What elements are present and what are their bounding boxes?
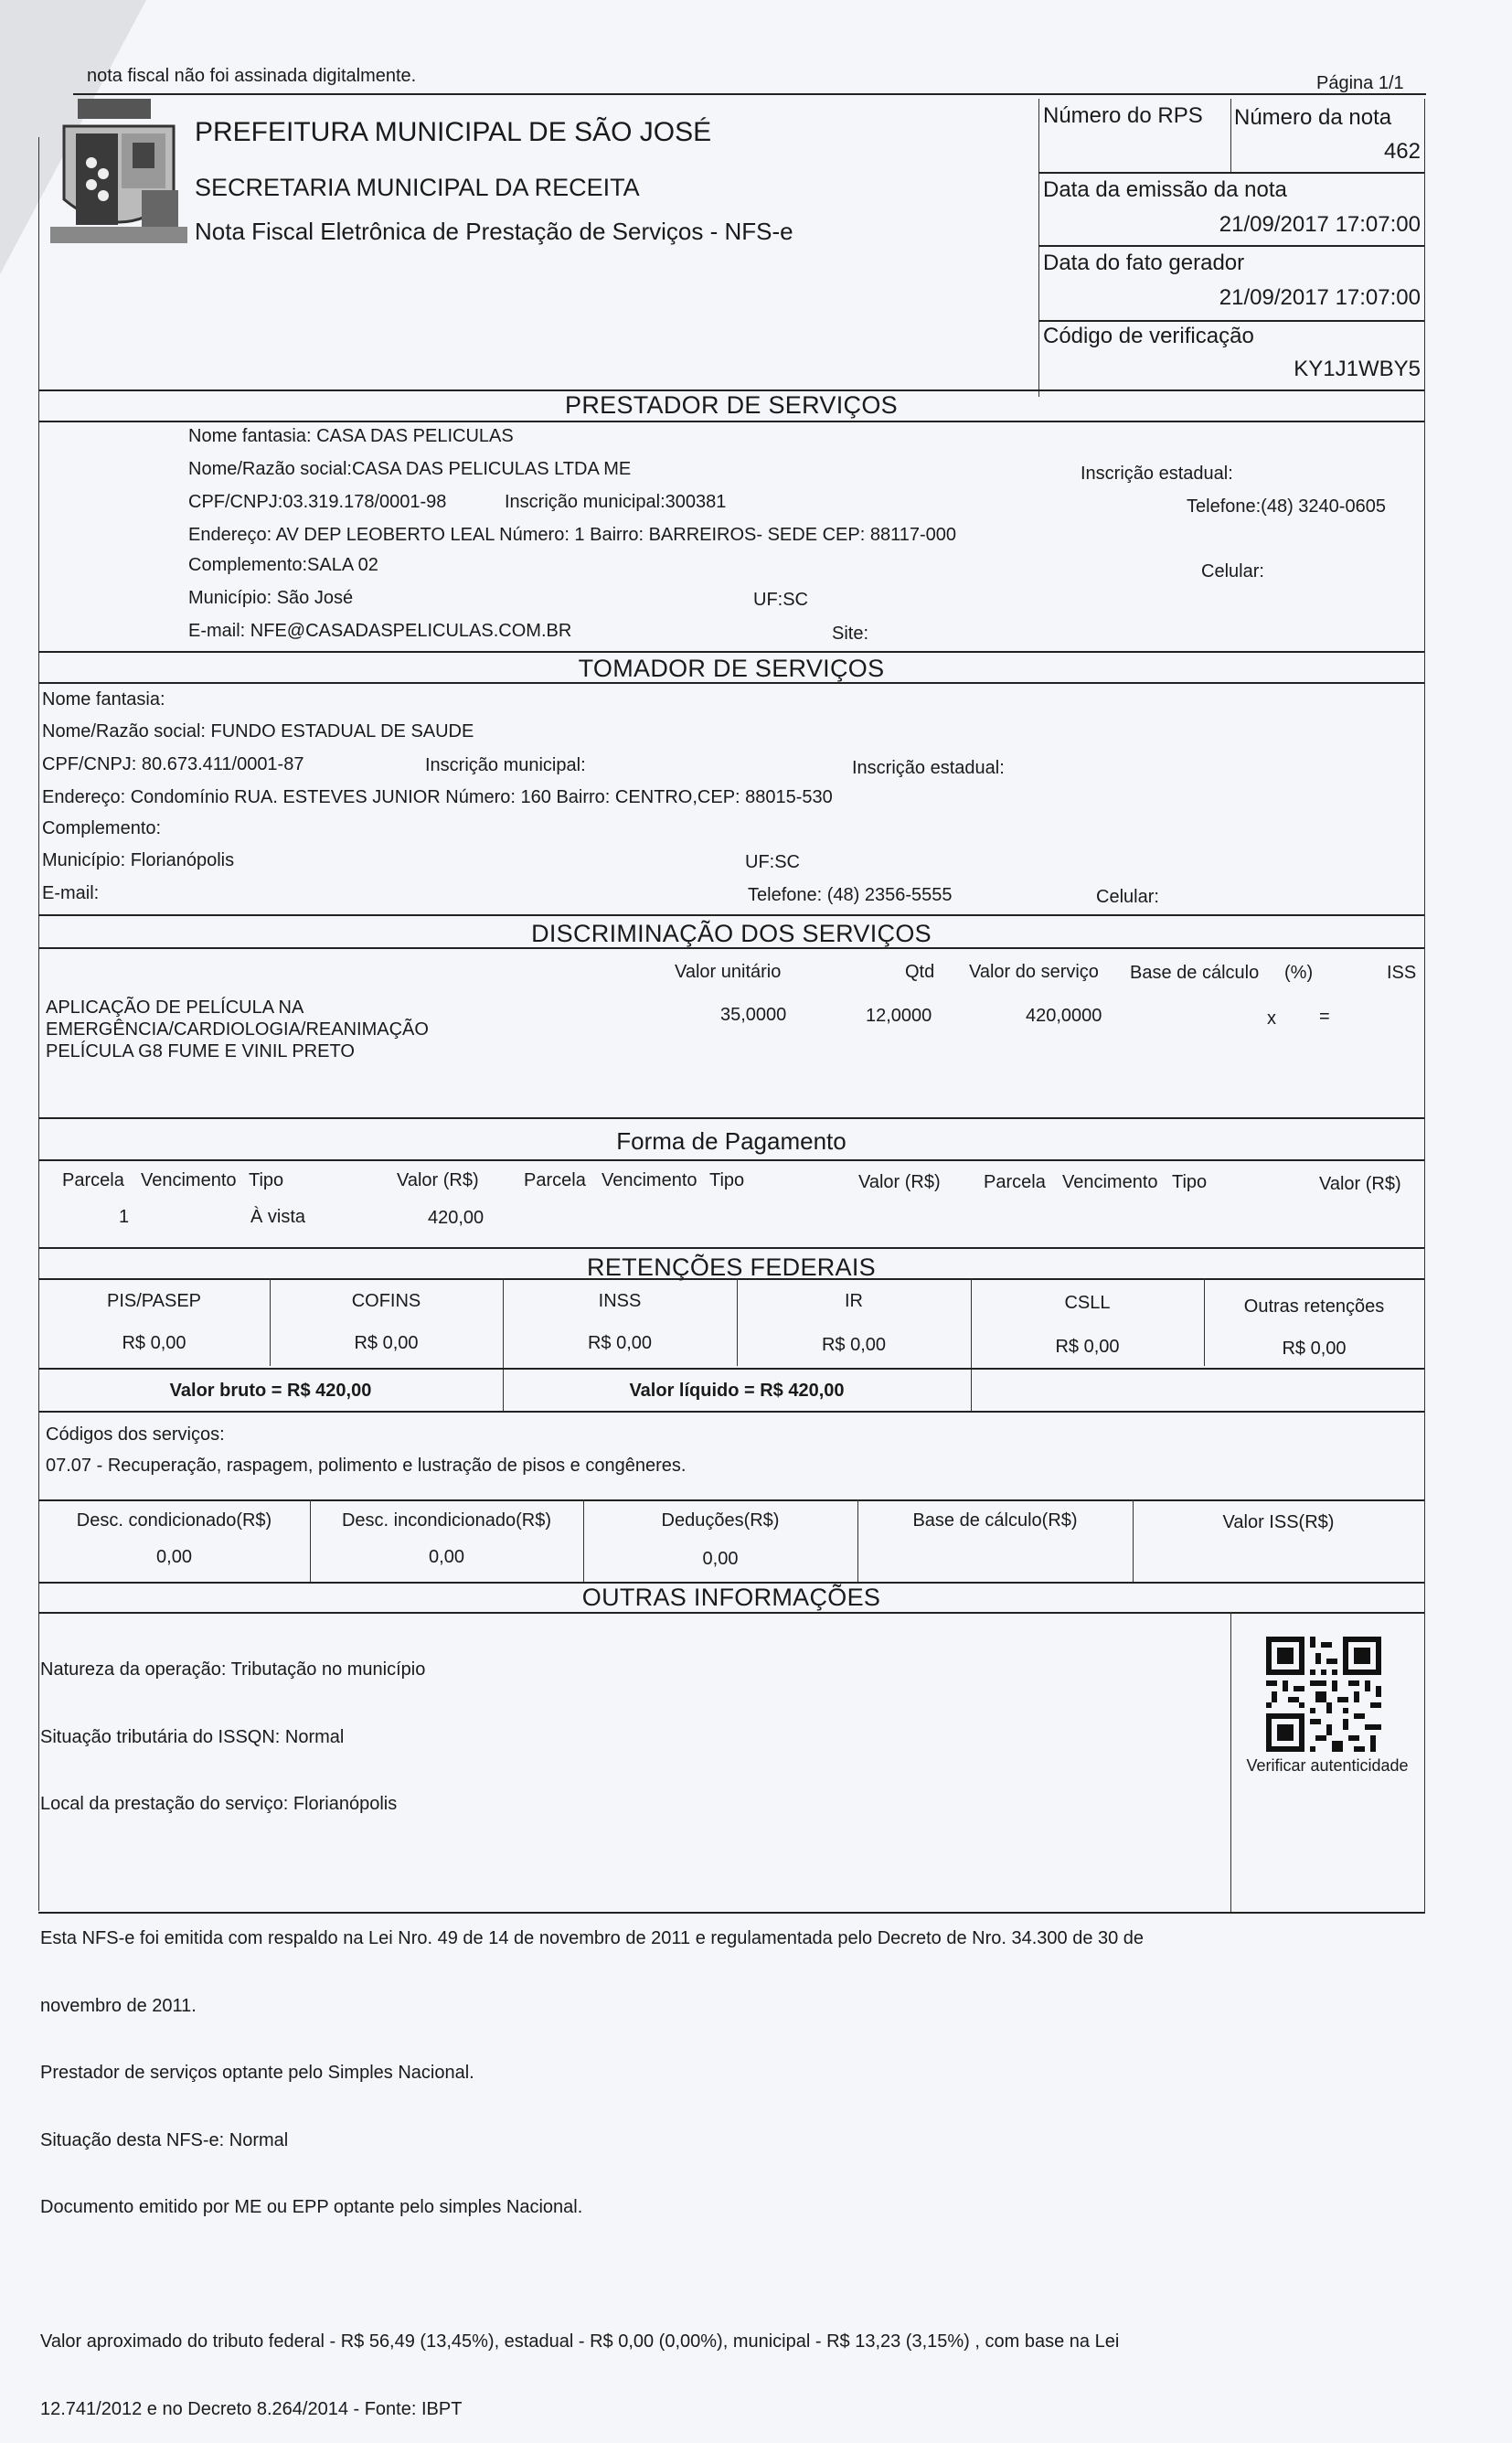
tomador-cnpj: CPF/CNPJ: 80.673.411/0001-87 — [42, 754, 304, 774]
col-iss: ISS — [1387, 963, 1417, 983]
outras-line: Documento emitido por ME ou EPP optante pelo simples Nacional. — [40, 2197, 583, 2217]
page-number: Página 1/1 — [1316, 73, 1404, 93]
fato-label: Data do fato gerador — [1043, 251, 1245, 275]
codigo-value: KY1J1WBY5 — [1294, 357, 1421, 381]
prestador-section-title: PRESTADOR DE SERVIÇOS — [565, 391, 898, 419]
prestador-inscricao-estadual: Inscrição estadual: — [1081, 464, 1233, 484]
pag-row-valor: 420,00 — [428, 1208, 484, 1228]
pag-row-tipo: À vista — [250, 1207, 306, 1227]
tomador-endereco: Endereço: Condomínio RUA. ESTEVES JUNIOR Número: 160 Bairro: CENTRO,CEP: 88015-530 — [42, 787, 833, 807]
coat-of-arms-logo — [50, 99, 187, 250]
tomador-nome-fantasia: Nome fantasia: — [42, 689, 165, 709]
header-rule-2 — [1038, 245, 1424, 247]
header-rule-3 — [1038, 320, 1424, 322]
outras-line — [40, 2264, 1144, 2287]
ded-value-incondicionado: 0,00 — [429, 1547, 464, 1567]
deducoes-top-rule — [38, 1499, 1424, 1501]
secretaria-title: SECRETARIA MUNICIPAL DA RECEITA — [195, 174, 640, 201]
pag-col-tipo-3: Tipo — [1172, 1172, 1208, 1192]
prestador-endereco: Endereço: AV DEP LEOBERTO LEAL Número: 1 Bairro: BARREIROS- SEDE CEP: 88117-000 — [188, 525, 957, 545]
outras-line — [40, 1861, 1144, 1883]
outras-line: Esta NFS-e foi emitida com respaldo na Lei Nro. 49 de 14 de novembro de 2011 e regulamentada pelo Decreto de Nro. 34.300 de 30 de — [40, 1928, 1145, 1948]
ded-label-base: Base de cálculo(R$) — [912, 1510, 1078, 1531]
prestador-razao-social: Nome/Razão social:CASA DAS PELICULAS LTDA ME — [188, 459, 632, 479]
prefeitura-title: PREFEITURA MUNICIPAL DE SÃO JOSÉ — [195, 117, 712, 147]
ret-value-outras: R$ 0,00 — [1282, 1339, 1347, 1359]
valor-liquido: Valor líquido = R$ 420,00 — [629, 1381, 845, 1401]
pagamento-section-title: Forma de Pagamento — [616, 1127, 847, 1155]
ded-label-deducoes: Deduções(R$) — [661, 1510, 780, 1531]
emissao-label: Data da emissão da nota — [1043, 177, 1287, 202]
nota-value: 462 — [1383, 139, 1421, 164]
outras-line: Natureza da operação: Tributação no município — [40, 1659, 426, 1680]
service-desc-line-2: EMERGÊNCIA/CARDIOLOGIA/REANIMAÇÃO — [46, 1019, 429, 1040]
ret-label-ir: IR — [845, 1291, 863, 1311]
top-rule — [73, 93, 1426, 95]
tomador-complemento: Complemento: — [42, 818, 162, 838]
valor-servico-value: 420,0000 — [1026, 1006, 1102, 1026]
prestador-nome-fantasia: Nome fantasia: CASA DAS PELICULAS — [188, 426, 514, 446]
outras-line: novembro de 2011. — [40, 1995, 197, 2016]
outras-line: Situação desta NFS-e: Normal — [40, 2129, 289, 2150]
servicos-section-title: DISCRIMINAÇÃO DOS SERVIÇOS — [531, 920, 932, 947]
x-symbol: x — [1267, 1008, 1276, 1029]
ded-value-condicionado: 0,00 — [156, 1547, 192, 1567]
col-base-calculo: Base de cálculo — [1130, 963, 1260, 983]
tomador-telefone: Telefone: (48) 2356-5555 — [748, 885, 953, 905]
ret-value-inss: R$ 0,00 — [587, 1333, 653, 1353]
prestador-celular: Celular: — [1201, 561, 1264, 581]
tomador-inscricao-municipal: Inscrição municipal: — [425, 755, 586, 775]
tomador-inscricao-estadual: Inscrição estadual: — [852, 758, 1005, 778]
pagamento-top-rule — [38, 1117, 1424, 1119]
col-valor-unitario: Valor unitário — [675, 962, 782, 982]
signature-notice: nota fiscal não foi assinada digitalmente. — [87, 66, 417, 86]
bottom-rule — [38, 1912, 1424, 1914]
valor-unitario-value: 35,0000 — [720, 1005, 787, 1025]
codigo-label: Código de verificação — [1043, 324, 1254, 348]
service-desc-line-1: APLICAÇÃO DE PELÍCULA NA — [46, 997, 304, 1018]
retencoes-title-rule — [38, 1278, 1424, 1280]
col-valor-servico: Valor do serviço — [969, 962, 1099, 982]
rps-divider — [1230, 99, 1231, 172]
tomador-celular: Celular: — [1096, 887, 1159, 907]
ded-label-iss: Valor ISS(R$) — [1222, 1512, 1335, 1532]
valor-bruto: Valor bruto = R$ 420,00 — [169, 1381, 372, 1401]
ret-value-pis: R$ 0,00 — [122, 1333, 186, 1353]
pag-row-parcela: 1 — [119, 1207, 130, 1227]
rps-label: Número do RPS — [1043, 103, 1203, 128]
ded-label-condicionado: Desc. condicionado(R$) — [76, 1510, 272, 1531]
pag-col-vencimento-1: Vencimento — [141, 1170, 237, 1190]
pag-col-valor-3: Valor (R$) — [1319, 1174, 1401, 1194]
outras-line: Valor aproximado do tributo federal - R$ 56,49 (13,45%), estadual - R$ 0,00 (0,00%), municipal - R$ 13,23 (3,15%) , com base na Lei — [40, 2331, 1120, 2352]
ret-label-csll: CSLL — [1064, 1293, 1111, 1313]
ded-value-deducoes: 0,00 — [702, 1549, 739, 1569]
qr-code-icon[interactable] — [1266, 1637, 1381, 1752]
outras-text-block — [40, 1614, 1144, 2443]
fato-value: 21/09/2017 17:07:00 — [1219, 285, 1421, 310]
prestador-telefone: Telefone:(48) 3240-0605 — [1187, 496, 1386, 517]
retencoes-section-title: RETENÇÕES FEDERAIS — [587, 1254, 876, 1281]
ret-value-ir: R$ 0,00 — [821, 1335, 887, 1355]
prestador-email: E-mail: NFE@CASADASPELICULAS.COM.BR — [188, 621, 572, 641]
outras-section-title: OUTRAS INFORMAÇÕES — [581, 1584, 881, 1611]
prestador-complemento: Complemento:SALA 02 — [188, 555, 378, 575]
col-qtd: Qtd — [905, 962, 935, 982]
pag-col-parcela-2: Parcela — [524, 1170, 586, 1190]
ret-label-inss: INSS — [598, 1291, 642, 1311]
nota-label: Número da nota — [1234, 105, 1392, 130]
tomador-uf: UF:SC — [745, 852, 800, 872]
right-border — [1424, 99, 1425, 1914]
pag-col-valor-1: Valor (R$) — [397, 1170, 479, 1190]
ret-label-cofins: COFINS — [351, 1291, 421, 1311]
prestador-cnpj: CPF/CNPJ:03.319.178/0001-98 — [188, 492, 447, 512]
outras-line: Prestador de serviços optante pelo Simples Nacional. — [40, 2063, 474, 2083]
codigos-label: Códigos dos serviços: — [46, 1424, 225, 1445]
outras-line: Situação tributária do ISSQN: Normal — [40, 1726, 345, 1747]
service-desc-line-3: PELÍCULA G8 FUME E VINIL PRETO — [46, 1041, 355, 1061]
prestador-title-rule — [38, 421, 1424, 422]
tomador-razao-social: Nome/Razão social: FUNDO ESTADUAL DE SAUDE — [42, 721, 474, 741]
pag-col-parcela-3: Parcela — [984, 1172, 1046, 1192]
totals-rule — [38, 1411, 1424, 1413]
outras-line: 12.741/2012 e no Decreto 8.264/2014 - Fonte: IBPT — [40, 2398, 463, 2419]
qtd-value: 12,0000 — [866, 1006, 932, 1026]
eq-symbol: = — [1319, 1007, 1330, 1027]
servicos-top-rule — [38, 914, 1424, 916]
verify-authenticity-link[interactable]: Verificar autenticidade — [1246, 1756, 1409, 1775]
pag-col-tipo-1: Tipo — [249, 1170, 284, 1190]
outras-line: Local da prestação do serviço: Florianópolis — [40, 1794, 398, 1814]
tomador-top-rule — [38, 651, 1424, 653]
pag-col-parcela-1: Parcela — [62, 1170, 124, 1190]
ret-label-outras: Outras retenções — [1243, 1296, 1385, 1317]
prestador-municipio: Município: São José — [188, 588, 354, 608]
retencoes-values-rule — [38, 1368, 1424, 1370]
prestador-site: Site: — [832, 624, 869, 644]
ret-value-cofins: R$ 0,00 — [354, 1333, 419, 1353]
servicos-title-rule — [38, 947, 1424, 949]
tomador-section-title: TOMADOR DE SERVIÇOS — [578, 655, 885, 682]
prestador-uf: UF:SC — [753, 590, 808, 610]
pagamento-title-rule — [38, 1159, 1424, 1161]
pag-col-vencimento-2: Vencimento — [602, 1170, 697, 1190]
header-divider — [1038, 99, 1039, 397]
ret-value-csll: R$ 0,00 — [1055, 1337, 1120, 1357]
pag-col-valor-2: Valor (R$) — [858, 1172, 941, 1192]
pag-col-vencimento-3: Vencimento — [1062, 1172, 1158, 1192]
codigos-value: 07.07 - Recuperação, raspagem, polimento e lustração de pisos e congêneres. — [46, 1456, 687, 1476]
pag-col-tipo-2: Tipo — [709, 1170, 745, 1190]
retencoes-top-rule — [38, 1247, 1424, 1249]
ded-label-incondicionado: Desc. incondicionado(R$) — [341, 1510, 551, 1531]
prestador-inscricao-municipal: Inscrição municipal:300381 — [505, 492, 727, 512]
header-rule-1 — [1038, 172, 1424, 174]
tomador-title-rule — [38, 682, 1424, 684]
tomador-municipio: Município: Florianópolis — [42, 850, 235, 870]
nfse-title: Nota Fiscal Eletrônica de Prestação de Serviços - NFS-e — [195, 218, 793, 245]
ret-label-pis: PIS/PASEP — [106, 1291, 201, 1311]
tomador-email: E-mail: — [42, 883, 100, 903]
emissao-value: 21/09/2017 17:07:00 — [1219, 212, 1421, 237]
col-percent: (%) — [1284, 963, 1314, 983]
